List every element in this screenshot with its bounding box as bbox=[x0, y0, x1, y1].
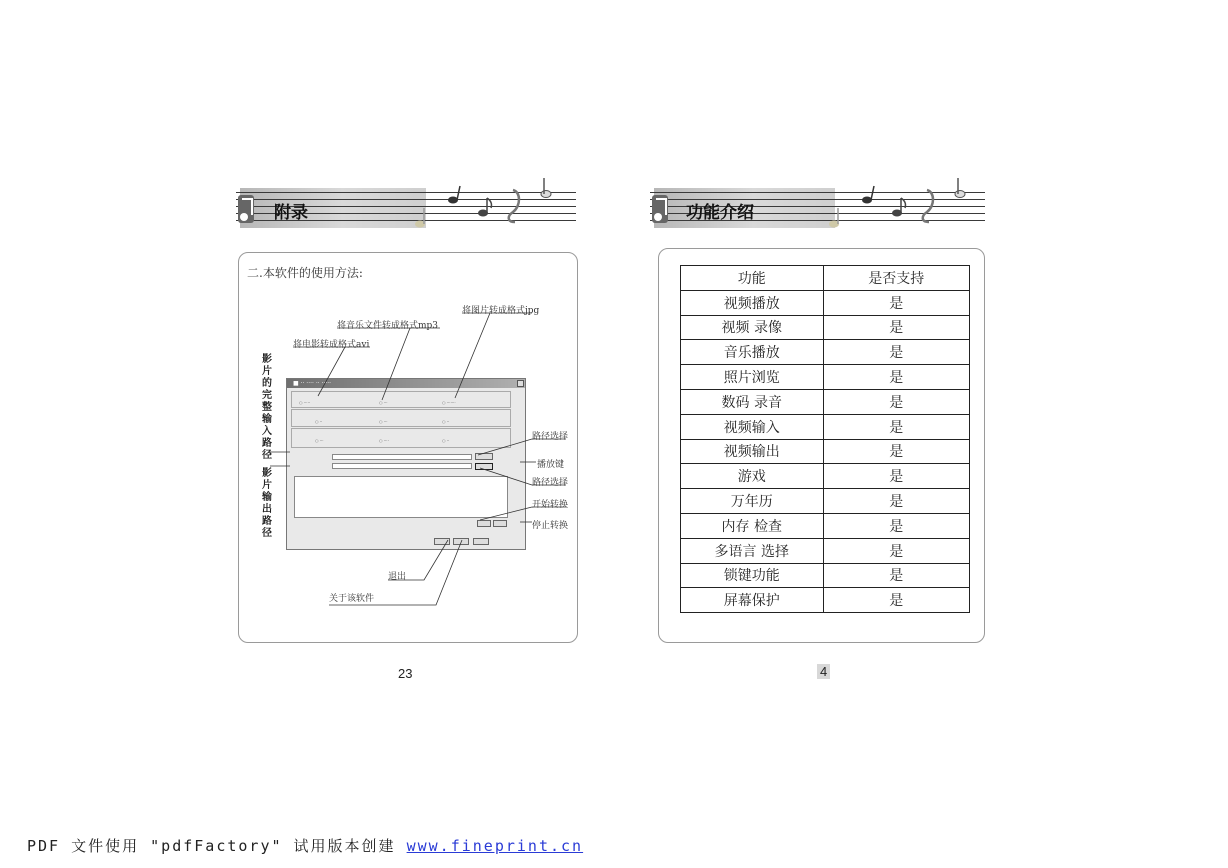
feature-table bbox=[680, 265, 970, 613]
feature-cell: 屏幕保护 bbox=[681, 588, 824, 613]
converter-dialog-screenshot: ■ ·· ···· ·· ····· ○ ····· ○ ··· ○ ······· ○ ·· ○ ··· ○ ·· ○ ··· ○ ···· ○ ·· bbox=[286, 378, 526, 550]
table-row bbox=[681, 414, 970, 439]
feature-cell: 多语言 选择 bbox=[681, 538, 824, 563]
callout-movie-to-avi: 将电影转成格式avi bbox=[293, 340, 370, 350]
vertical-label-full-input-path: 影片的完整输入路径 bbox=[262, 354, 272, 461]
right-page-number-text: 4 bbox=[817, 664, 830, 679]
feature-cell: 视频输出 bbox=[681, 439, 824, 464]
supported-cell: 是 bbox=[823, 290, 970, 315]
supported-cell: 是 bbox=[823, 513, 970, 538]
feature-cell: 内存 检查 bbox=[681, 513, 824, 538]
callout-play-key: 播放键 bbox=[537, 460, 565, 470]
table-row bbox=[681, 489, 970, 514]
feature-cell: 游戏 bbox=[681, 464, 824, 489]
table-row bbox=[681, 290, 970, 315]
callout-music-to-mp3: 将音乐文件转成格式mp3 bbox=[337, 321, 439, 331]
supported-column-header: 是否支持 bbox=[823, 266, 970, 291]
supported-cell: 是 bbox=[823, 414, 970, 439]
left-page-number: 23 bbox=[398, 666, 413, 681]
footer-text: PDF 文件使用 "pdfFactory" 试用版本创建 bbox=[27, 837, 396, 855]
left-header-title: 附录 bbox=[274, 203, 308, 223]
callout-image-to-jpg: 将图片转成格式jpg bbox=[462, 306, 540, 316]
table-row bbox=[681, 538, 970, 563]
callout-start-convert: 开始转换 bbox=[532, 500, 569, 510]
feature-column-header: 功能 bbox=[681, 266, 824, 291]
pdf-footer bbox=[27, 835, 583, 856]
table-row bbox=[681, 439, 970, 464]
supported-cell: 是 bbox=[823, 588, 970, 613]
table-row bbox=[681, 340, 970, 365]
table-row bbox=[681, 513, 970, 538]
callout-exit: 退出 bbox=[388, 572, 407, 582]
callout-path-select-2: 路径选择 bbox=[532, 478, 569, 488]
table-row bbox=[681, 563, 970, 588]
feature-cell: 万年历 bbox=[681, 489, 824, 514]
supported-cell: 是 bbox=[823, 439, 970, 464]
supported-cell: 是 bbox=[823, 389, 970, 414]
feature-cell: 照片浏览 bbox=[681, 365, 824, 390]
feature-cell: 视频输入 bbox=[681, 414, 824, 439]
vertical-label-output-path: 影片输出路径 bbox=[262, 468, 272, 539]
feature-cell: 锁键功能 bbox=[681, 563, 824, 588]
table-row bbox=[681, 315, 970, 340]
right-header-title: 功能介绍 bbox=[686, 203, 754, 223]
feature-cell: 数码 录音 bbox=[681, 389, 824, 414]
supported-cell: 是 bbox=[823, 315, 970, 340]
feature-cell: 视频 录像 bbox=[681, 315, 824, 340]
supported-cell: 是 bbox=[823, 489, 970, 514]
table-row bbox=[681, 588, 970, 613]
supported-cell: 是 bbox=[823, 563, 970, 588]
callout-path-select-1: 路径选择 bbox=[532, 432, 569, 442]
table-row bbox=[681, 365, 970, 390]
feature-cell: 音乐播放 bbox=[681, 340, 824, 365]
callout-about: 关于该软件 bbox=[329, 594, 375, 604]
footer-link[interactable]: www.fineprint.cn bbox=[406, 837, 584, 855]
supported-cell: 是 bbox=[823, 340, 970, 365]
feature-table-header bbox=[681, 266, 970, 291]
usage-heading: 二.本软件的使用方法: bbox=[247, 266, 363, 280]
right-page-number bbox=[817, 664, 830, 679]
table-row bbox=[681, 464, 970, 489]
table-row bbox=[681, 389, 970, 414]
supported-cell: 是 bbox=[823, 464, 970, 489]
feature-cell: 视频播放 bbox=[681, 290, 824, 315]
callout-stop-convert: 停止转换 bbox=[532, 521, 569, 531]
supported-cell: 是 bbox=[823, 538, 970, 563]
supported-cell: 是 bbox=[823, 365, 970, 390]
